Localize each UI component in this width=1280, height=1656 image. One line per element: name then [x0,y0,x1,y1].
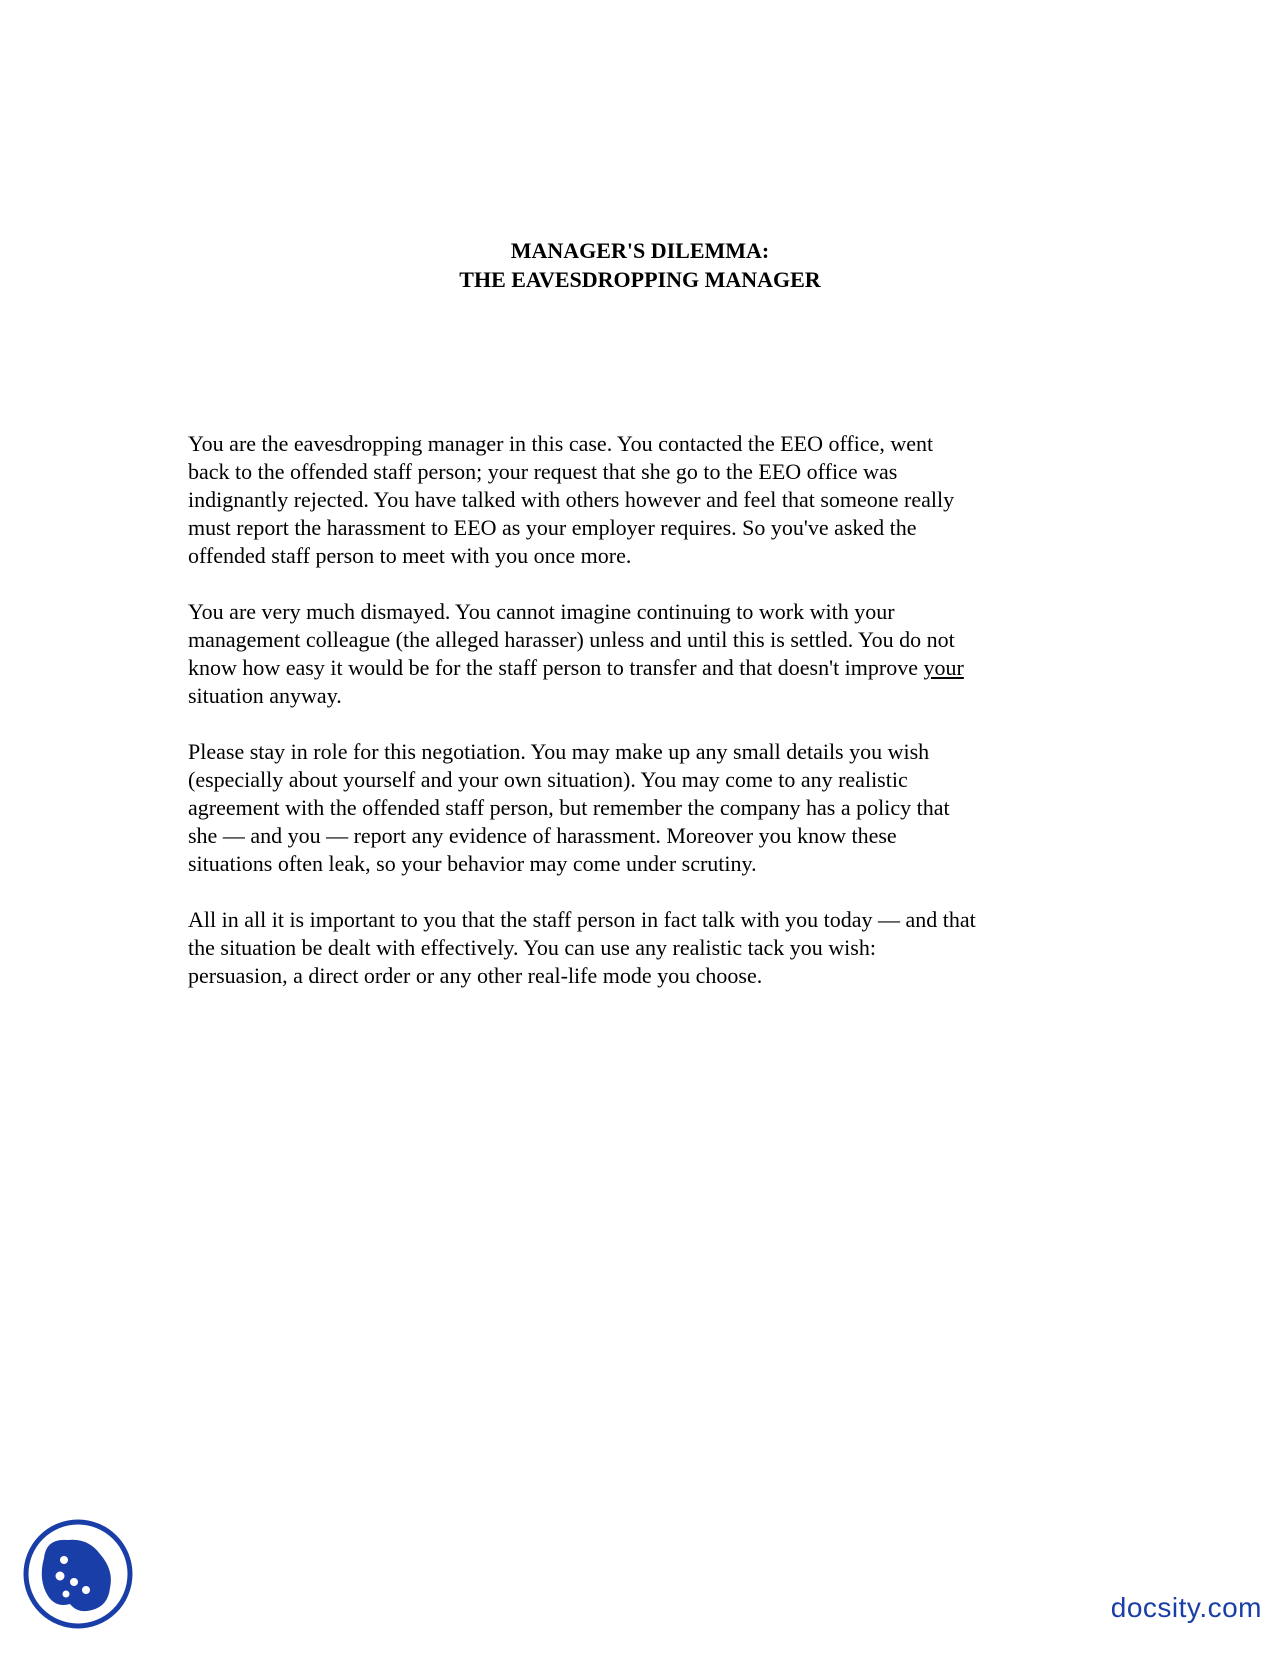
paragraph-line: the situation be dealt with effectively. You can use any realistic tack you wish: [188,935,876,960]
paragraph-line: offended staff person to meet with you once more. [188,543,632,568]
paragraph-line: agreement with the offended staff person, but remember the company has a policy that [188,795,950,820]
document-title [0,236,1280,294]
line-prefix: know how easy it would be for the staff person to transfer and that doesn't improve [188,655,924,680]
paragraph-2 [188,598,1088,710]
paragraph-line: situations often leak, so your behavior may come under scrutiny. [188,851,757,876]
document-body [188,430,1088,1018]
paragraph-line: You are the eavesdropping manager in this case. You contacted the EEO office, went [188,431,934,456]
title-line-2: THE EAVESDROPPING MANAGER [459,267,821,292]
paragraph-line: persuasion, a direct order or any other real-life mode you choose. [188,963,763,988]
paragraph-line: You are very much dismayed. You cannot imagine continuing to work with your [188,599,895,624]
underlined-word: your [923,655,964,680]
docsity-brand-link[interactable]: docsity.com [1110,1592,1262,1623]
paragraph-line: management colleague (the alleged harasser) unless and until this is settled. You do not [188,627,955,652]
paragraph-line: situation anyway. [188,683,342,708]
paragraph-line: (especially about yourself and your own situation). You may come to any realistic [188,767,908,792]
paragraph-4 [188,906,1088,990]
paragraph-line: Please stay in role for this negotiation. You may make up any small details you wish [188,739,930,764]
paragraph-line [188,654,1088,682]
title-line-1: MANAGER'S DILEMMA: [510,238,770,263]
paragraph-line: back to the offended staff person; your request that she go to the EEO office was [188,459,898,484]
paragraph-line: indignantly rejected. You have talked with others however and feel that someone really [188,487,955,512]
paragraph-line: she — and you — report any evidence of harassment. Moreover you know these [188,823,897,848]
paragraph-line: All in all it is important to you that the staff person in fact talk with you today — and that [188,907,976,932]
docsity-logo-icon [22,1518,134,1630]
paragraph-1 [188,430,1088,570]
paragraph-3 [188,738,1088,878]
paragraph-line: must report the harassment to EEO as your employer requires. So you've asked the [188,515,917,540]
